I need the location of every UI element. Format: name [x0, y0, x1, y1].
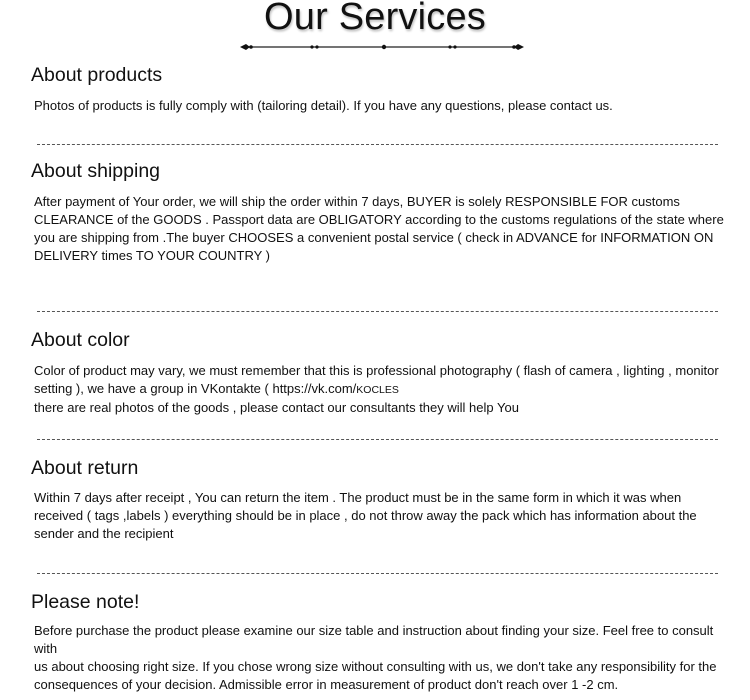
dashed-divider — [37, 439, 718, 440]
section-title-about-shipping: About shipping — [31, 160, 161, 182]
section-body-about-products: Photos of products is fully comply with (tailoring detail). If you have any questions, please contact us. — [34, 98, 613, 113]
section-title-about-return: About return — [31, 457, 139, 479]
text-line: sender and the recipient — [34, 526, 174, 541]
section-title-please-note: Please note! — [31, 591, 140, 613]
text-line — [34, 380, 734, 399]
text-line: Color of product may vary, we must remember that this is professional photography ( flash of camera , lighting , monitor — [34, 363, 719, 378]
text-line: After payment of Your order, we will ship the order within 7 days, BUYER is solely RESPONSIBLE FOR customs — [34, 194, 680, 209]
vk-link-suffix[interactable]: KOCLES — [356, 384, 399, 396]
text-line: there are real photos of the goods , please contact our consultants they will help You — [34, 400, 519, 415]
section-title-about-products: About products — [31, 64, 163, 86]
text-line: Within 7 days after receipt , You can return the item . The product must be in the same form in which it was when — [34, 490, 682, 505]
dashed-divider — [37, 573, 718, 574]
text-line: us about choosing right size. If you chose wrong size without consulting with us, we don't take any responsibility for the — [34, 659, 717, 674]
decorative-ornament-divider-icon — [238, 41, 526, 53]
text-line: consequences of your decision. Admissible error in measurement of product don't reach over 1 -2 cm. — [34, 677, 619, 692]
section-body-about-color — [34, 362, 734, 417]
dashed-divider — [37, 144, 718, 145]
section-body-about-return — [34, 489, 734, 543]
text-line: you are shipping from .The buyer CHOOSES a convenient postal service ( check in ADVANCE for INFORMATION ON — [34, 230, 714, 245]
text-line: DELIVERY times TO YOUR COUNTRY ) — [34, 248, 270, 263]
text-fragment: setting ), we have a group in VKontakte ( https://vk.com/ — [34, 381, 357, 396]
dashed-divider — [37, 311, 718, 312]
text-line: CLEARANCE of the GOODS . Passport data are OBLIGATORY according to the customs regulations of the state where — [34, 212, 724, 227]
text-line: received ( tags ,labels ) everything should be in place , do not throw away the pack which has information about the — [34, 508, 697, 523]
section-title-about-color: About color — [31, 329, 130, 351]
section-body-about-shipping — [34, 193, 734, 265]
section-body-please-note — [34, 622, 734, 694]
page-title: Our Services — [263, 0, 486, 38]
text-line: Before purchase the product please examine our size table and instruction about finding your size. Feel free to consult with — [34, 623, 714, 656]
